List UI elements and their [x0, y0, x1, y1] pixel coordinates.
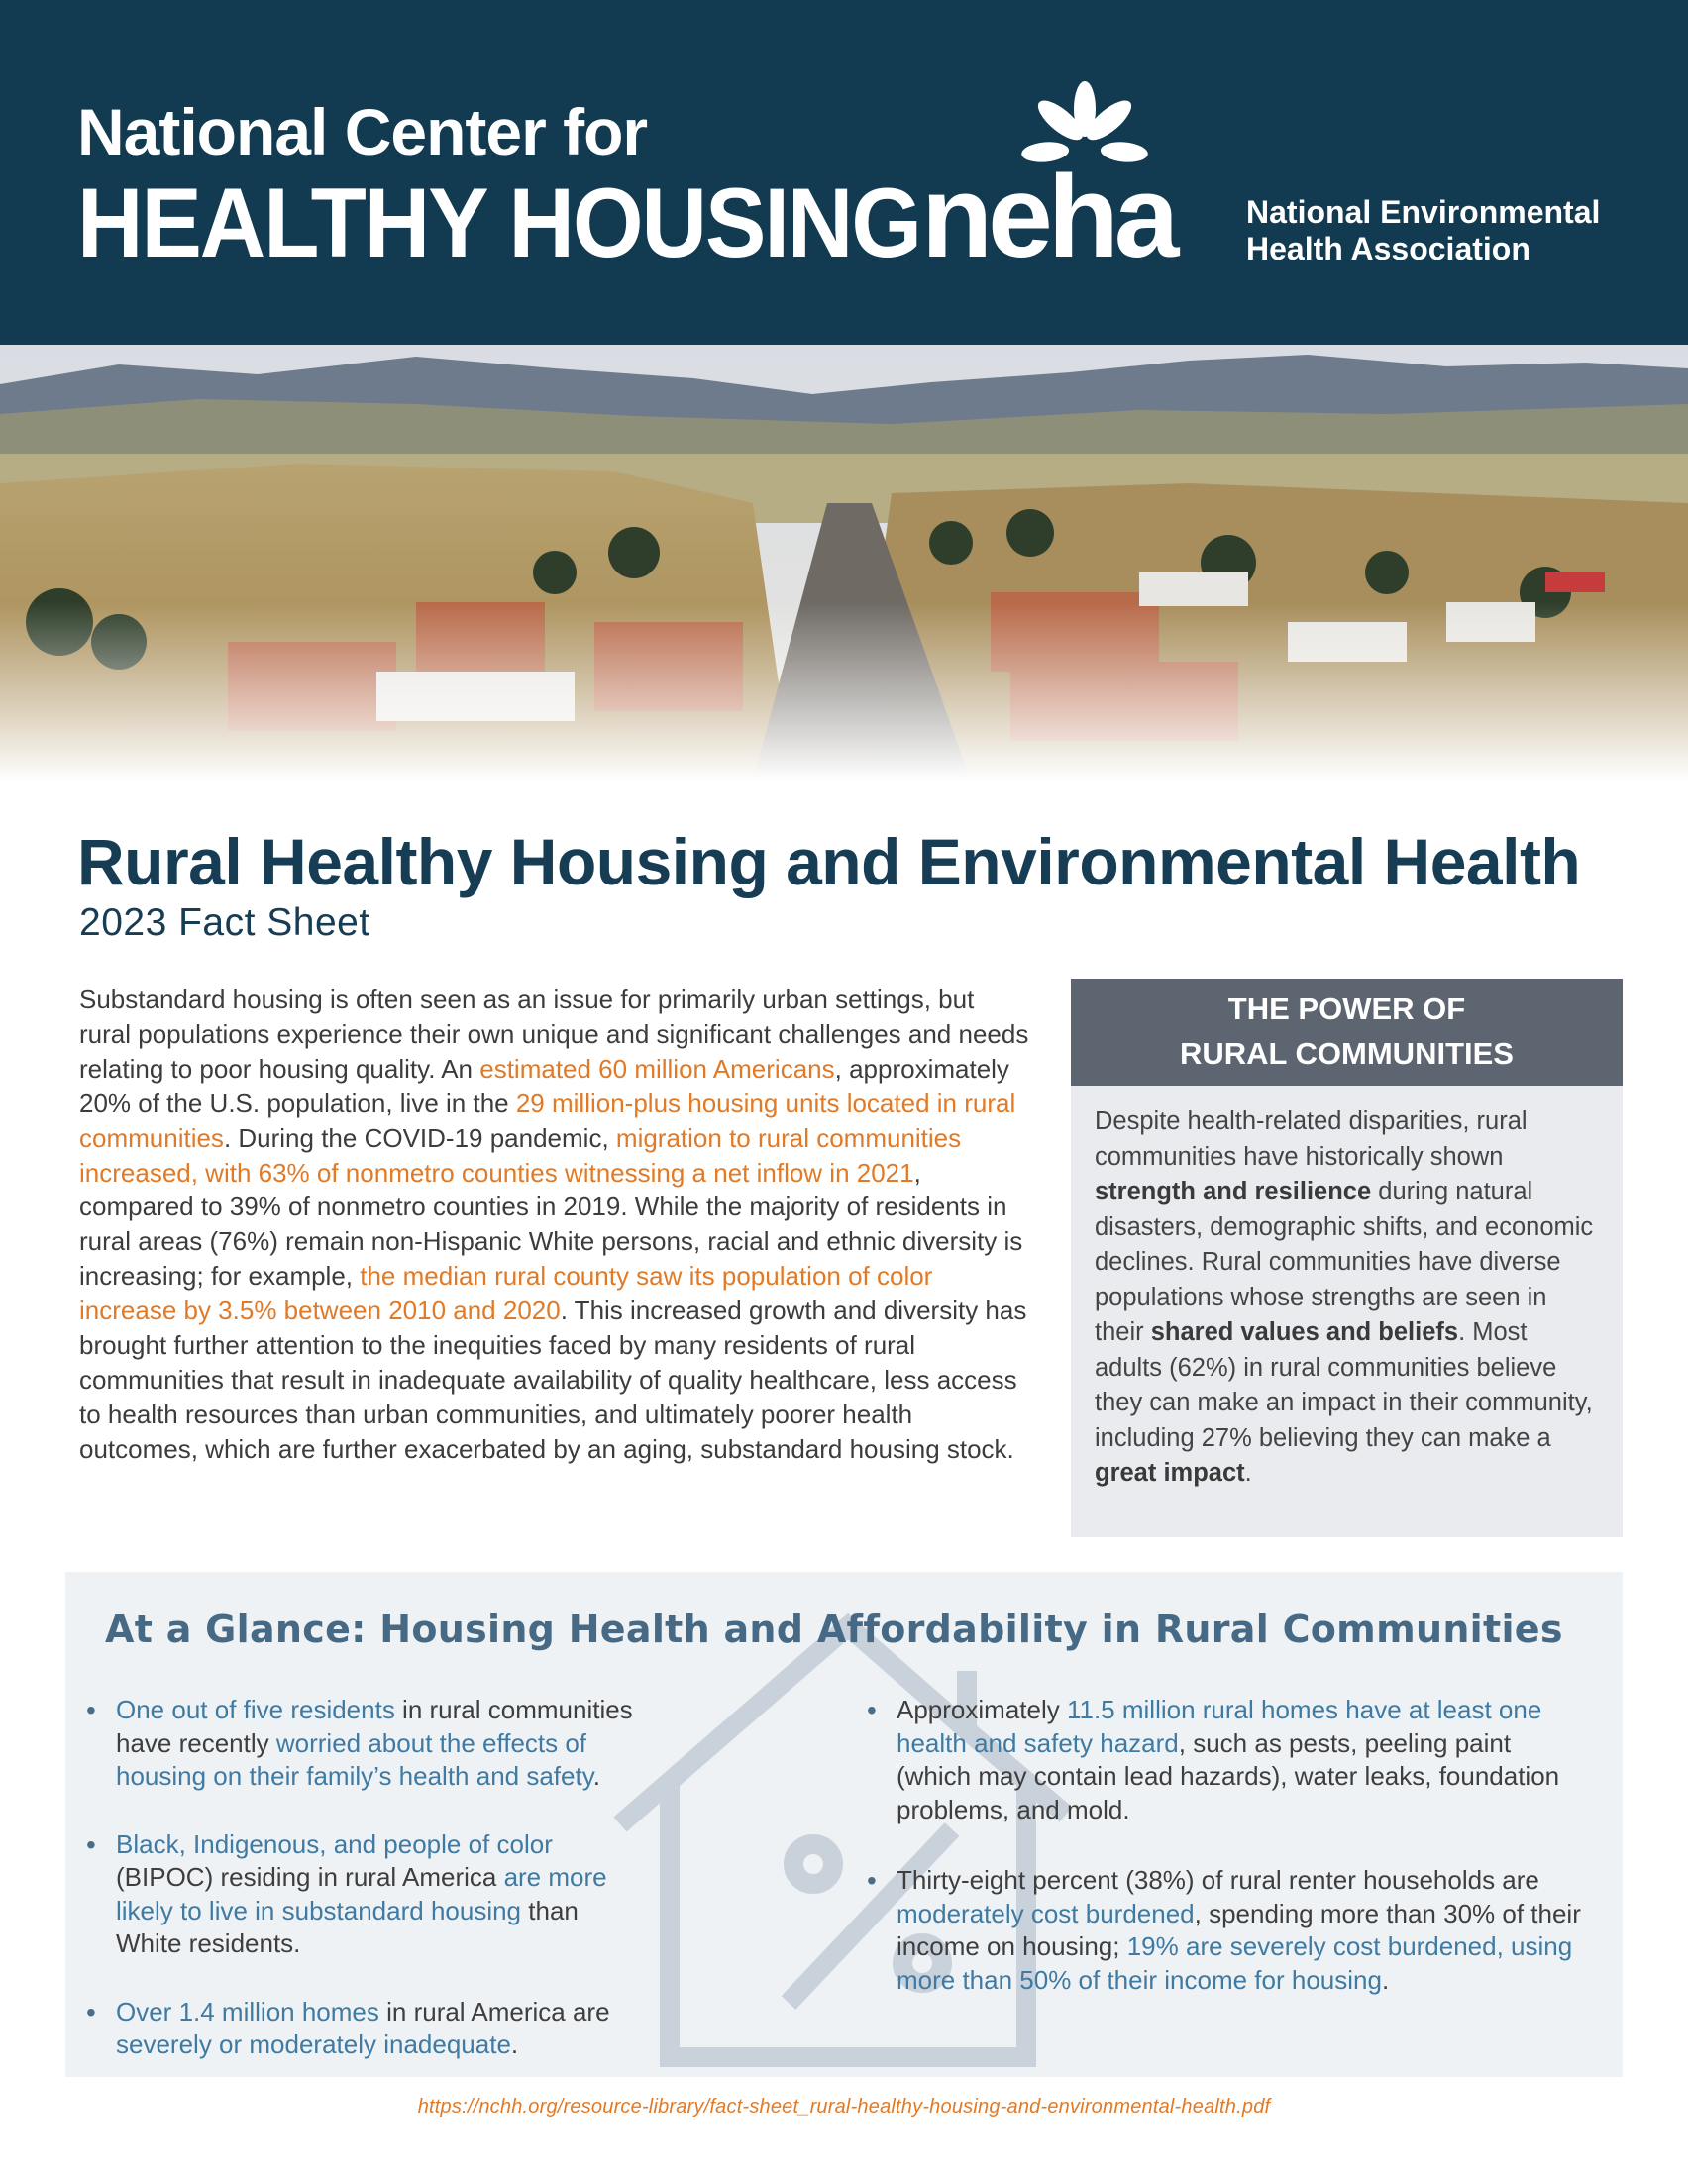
intro-link-population-of-color[interactable]: the median rural county saw its population of color increase by 3.5% between 2010 and 2020: [79, 1261, 933, 1326]
glance-text: than White residents.: [116, 1895, 579, 1958]
glance-text: in rural communities have recently: [116, 1695, 633, 1758]
intro-text-2: , approximately 20% of the U.S. population, live in the: [79, 1053, 1009, 1118]
glance-link[interactable]: moderately cost burdened: [897, 1898, 1195, 1928]
glance-text: Thirty-eight percent (38%) of rural renter households are: [897, 1865, 1539, 1895]
power-of-rural-communities-sidebar: [1071, 979, 1623, 1537]
glance-text: .: [1381, 1964, 1390, 1995]
glance-text: (BIPOC) residing in rural America: [116, 1862, 504, 1892]
intro-text-1: Substandard housing is often seen as an issue for primarily urban settings, but rural populations experience their own unique and significant challenges and needs relating to poor housing quality. An: [79, 985, 1029, 1084]
list-item: [80, 1694, 635, 1794]
neha-logo: [921, 79, 1218, 282]
intro-text-3: . During the COVID-19 pandemic,: [223, 1122, 616, 1153]
glance-link[interactable]: 11.5 million rural homes have at least one health and safety hazard: [897, 1695, 1542, 1758]
glance-text: Approximately: [897, 1695, 1067, 1724]
sidebar-heading: [1071, 979, 1623, 1086]
header-band: [0, 0, 1688, 345]
neha-wordmark: neha: [921, 152, 1175, 282]
list-item: [861, 1694, 1584, 1826]
document-title: Rural Healthy Housing and Environmental Health: [77, 825, 1581, 898]
nchh-logo-line1: National Center for: [77, 95, 648, 168]
glance-text: .: [592, 1761, 601, 1791]
glance-list-left: [80, 1694, 635, 2077]
glance-text: , such as pests, peeling paint (which may contain lead hazards), water leaks, foundation problems, and mold.: [897, 1727, 1560, 1824]
intro-link-60-million[interactable]: estimated 60 million Americans: [479, 1053, 835, 1084]
sidebar-heading-line1: THE POWER OF: [1227, 991, 1466, 1026]
sidebar-body: [1071, 1086, 1623, 1492]
glance-link[interactable]: are more likely to live in substandard housing: [116, 1862, 607, 1925]
glance-list-right: [861, 1694, 1584, 2034]
sidebar-bold-shared-values: shared values and beliefs: [1150, 1318, 1459, 1346]
glance-link[interactable]: Black, Indigenous, and people of color: [116, 1828, 553, 1859]
intro-paragraph: [79, 983, 1030, 1467]
nchh-logo-line2: HEALTHY HOUSING: [77, 168, 920, 278]
sidebar-bold-strength: strength and resilience: [1095, 1178, 1372, 1205]
sidebar-text-1: Despite health-related disparities, rural communities have historically shown: [1095, 1107, 1528, 1171]
list-item: [861, 1864, 1584, 1997]
glance-text: in rural America are: [378, 1996, 610, 2027]
rural-town-photo: [0, 345, 1688, 780]
nchh-logo: [77, 95, 920, 278]
sidebar-text-4: .: [1244, 1459, 1252, 1487]
glance-link[interactable]: severely or moderately inadequate: [116, 2029, 511, 2059]
intro-link-migration[interactable]: migration to rural communities increased, with 63% of nonmetro counties witnessing a net inflow in 2021: [79, 1122, 962, 1188]
intro-text-4: , compared to 39% of nonmetro counties in 2019. While the majority of residents in rural areas (76%) remain non-Hispanic White persons, racial and ethnic diversity is increasing; for example,: [79, 1157, 1023, 1292]
glance-link[interactable]: 19% are severely cost burdened, using more than 50% of their income for housing: [897, 1931, 1573, 1995]
at-a-glance-title: At a Glance: Housing Health and Affordability in Rural Communities: [105, 1608, 1563, 1651]
intro-text-5: . This increased growth and diversity has brought further attention to the inequities faced by many residents of rural communities that result in inadequate availability of quality healthcare, less access to health resources than urban communities, and ultimately poorer health outcomes, which are further exacerbated by an aging, substandard housing stock.: [79, 1296, 1027, 1464]
sidebar-text-2: during natural disasters, demographic shifts, and economic declines. Rural communities have diverse populations whose strengths are seen in their: [1095, 1178, 1594, 1346]
list-item: [80, 1828, 635, 1961]
sidebar-bold-great-impact: great impact: [1095, 1459, 1245, 1487]
glance-text: .: [510, 2029, 519, 2059]
intro-link-29-million-units[interactable]: 29 million-plus housing units located in rural communities: [79, 1088, 1016, 1153]
neha-name-line1: National Environmental: [1246, 194, 1601, 230]
document-subtitle: 2023 Fact Sheet: [79, 901, 370, 944]
glance-text: , spending more than 30% of their income on housing;: [897, 1898, 1581, 1961]
glance-link[interactable]: One out of five residents: [116, 1695, 395, 1724]
glance-link[interactable]: worried about the effects of housing on their family’s health and safety: [116, 1727, 593, 1791]
neha-name-line2: Health Association: [1246, 230, 1530, 266]
sidebar-text-3: . Most adults (62%) in rural communities believe they can make an impact in their community, including 27% believing they can make a: [1095, 1318, 1593, 1452]
sidebar-heading-line2: RURAL COMMUNITIES: [1180, 1036, 1514, 1071]
at-a-glance-panel: [65, 1572, 1623, 2077]
glance-link[interactable]: Over 1.4 million homes: [116, 1996, 379, 2027]
source-url-link[interactable]: https://nchh.org/resource-library/fact-sheet_rural-healthy-housing-and-environmental-health.pdf: [417, 2096, 1271, 2118]
neha-organization-name: [1246, 194, 1600, 267]
list-item: [80, 1996, 635, 2062]
